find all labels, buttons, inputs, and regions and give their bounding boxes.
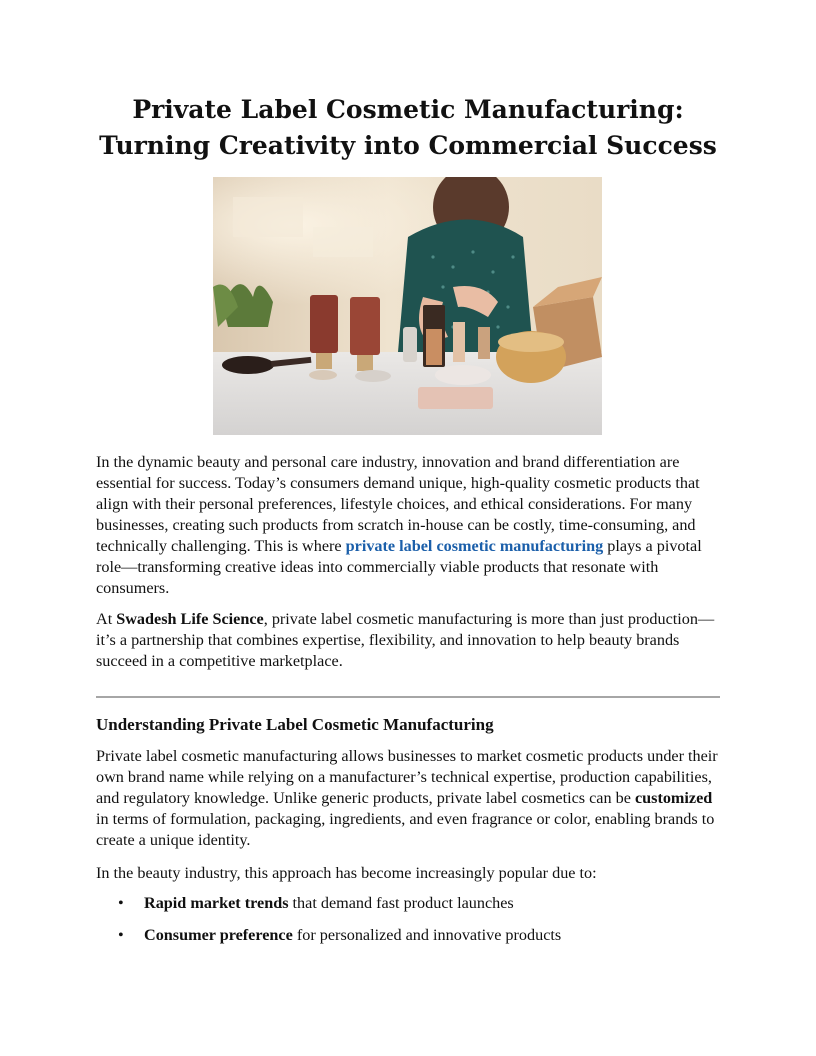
private-label-link[interactable]: private label cosmetic manufacturing [345, 537, 604, 555]
hero-image-cosmetics [213, 177, 602, 435]
company-paragraph [96, 609, 718, 672]
definition-paragraph [96, 746, 718, 851]
company-name: Swadesh Life Science [116, 610, 264, 628]
intro-text-2: plays a pivotal role—transforming creative ideas into commercially viable products that resonate with consumers. [96, 537, 702, 597]
reasons-list [96, 893, 718, 957]
intro-text-1: In the dynamic beauty and personal care industry, innovation and brand differentiation are essential for success. Today’s consumers demand unique, high-quality cosmetic products that align with their personal preferences, lifestyle choices, and ethical considerations. For many businesses, creating such products from scratch in-house can be costly, time-consuming, and technically challenging. This is where [96, 453, 700, 555]
list-item-text: that demand fast product launches [288, 894, 514, 912]
list-item-text: for personalized and innovative products [292, 926, 562, 944]
reasons-intro: In the beauty industry, this approach has become increasingly popular due to: [96, 864, 597, 882]
bullet-icon: • [118, 894, 124, 912]
list-item-bold: Rapid market trends [144, 894, 289, 912]
intro-paragraph [96, 452, 718, 599]
list-item-bold: Consumer preference [144, 926, 293, 944]
company-text-1: At [96, 610, 117, 628]
section-heading: Understanding Private Label Cosmetic Manufacturing [96, 715, 494, 734]
company-text-2: , private label cosmetic manufacturing is more than just production—it’s a partnership that combines expertise, flexibility, and innovation to help beauty brands succeed in a competitive marketplace. [96, 610, 715, 670]
definition-text-2: in terms of formulation, packaging, ingredients, and even fragrance or color, enabling brands to create a unique identity. [96, 810, 715, 849]
bullet-icon: • [118, 926, 124, 944]
list-item [96, 893, 718, 914]
title-line-1: Private Label Cosmetic Manufacturing: [132, 95, 684, 124]
section-divider [96, 696, 720, 698]
list-item [96, 925, 718, 946]
page-title [60, 92, 756, 164]
title-line-2: Turning Creativity into Commercial Success [99, 131, 717, 160]
definition-text-1: Private label cosmetic manufacturing allows businesses to market cosmetic products under their own brand name while relying on a manufacturer’s technical expertise, production capabilities, and regulatory knowledge. Unlike generic products, private label cosmetics can be [96, 747, 718, 807]
customized-term: customized [634, 789, 713, 807]
